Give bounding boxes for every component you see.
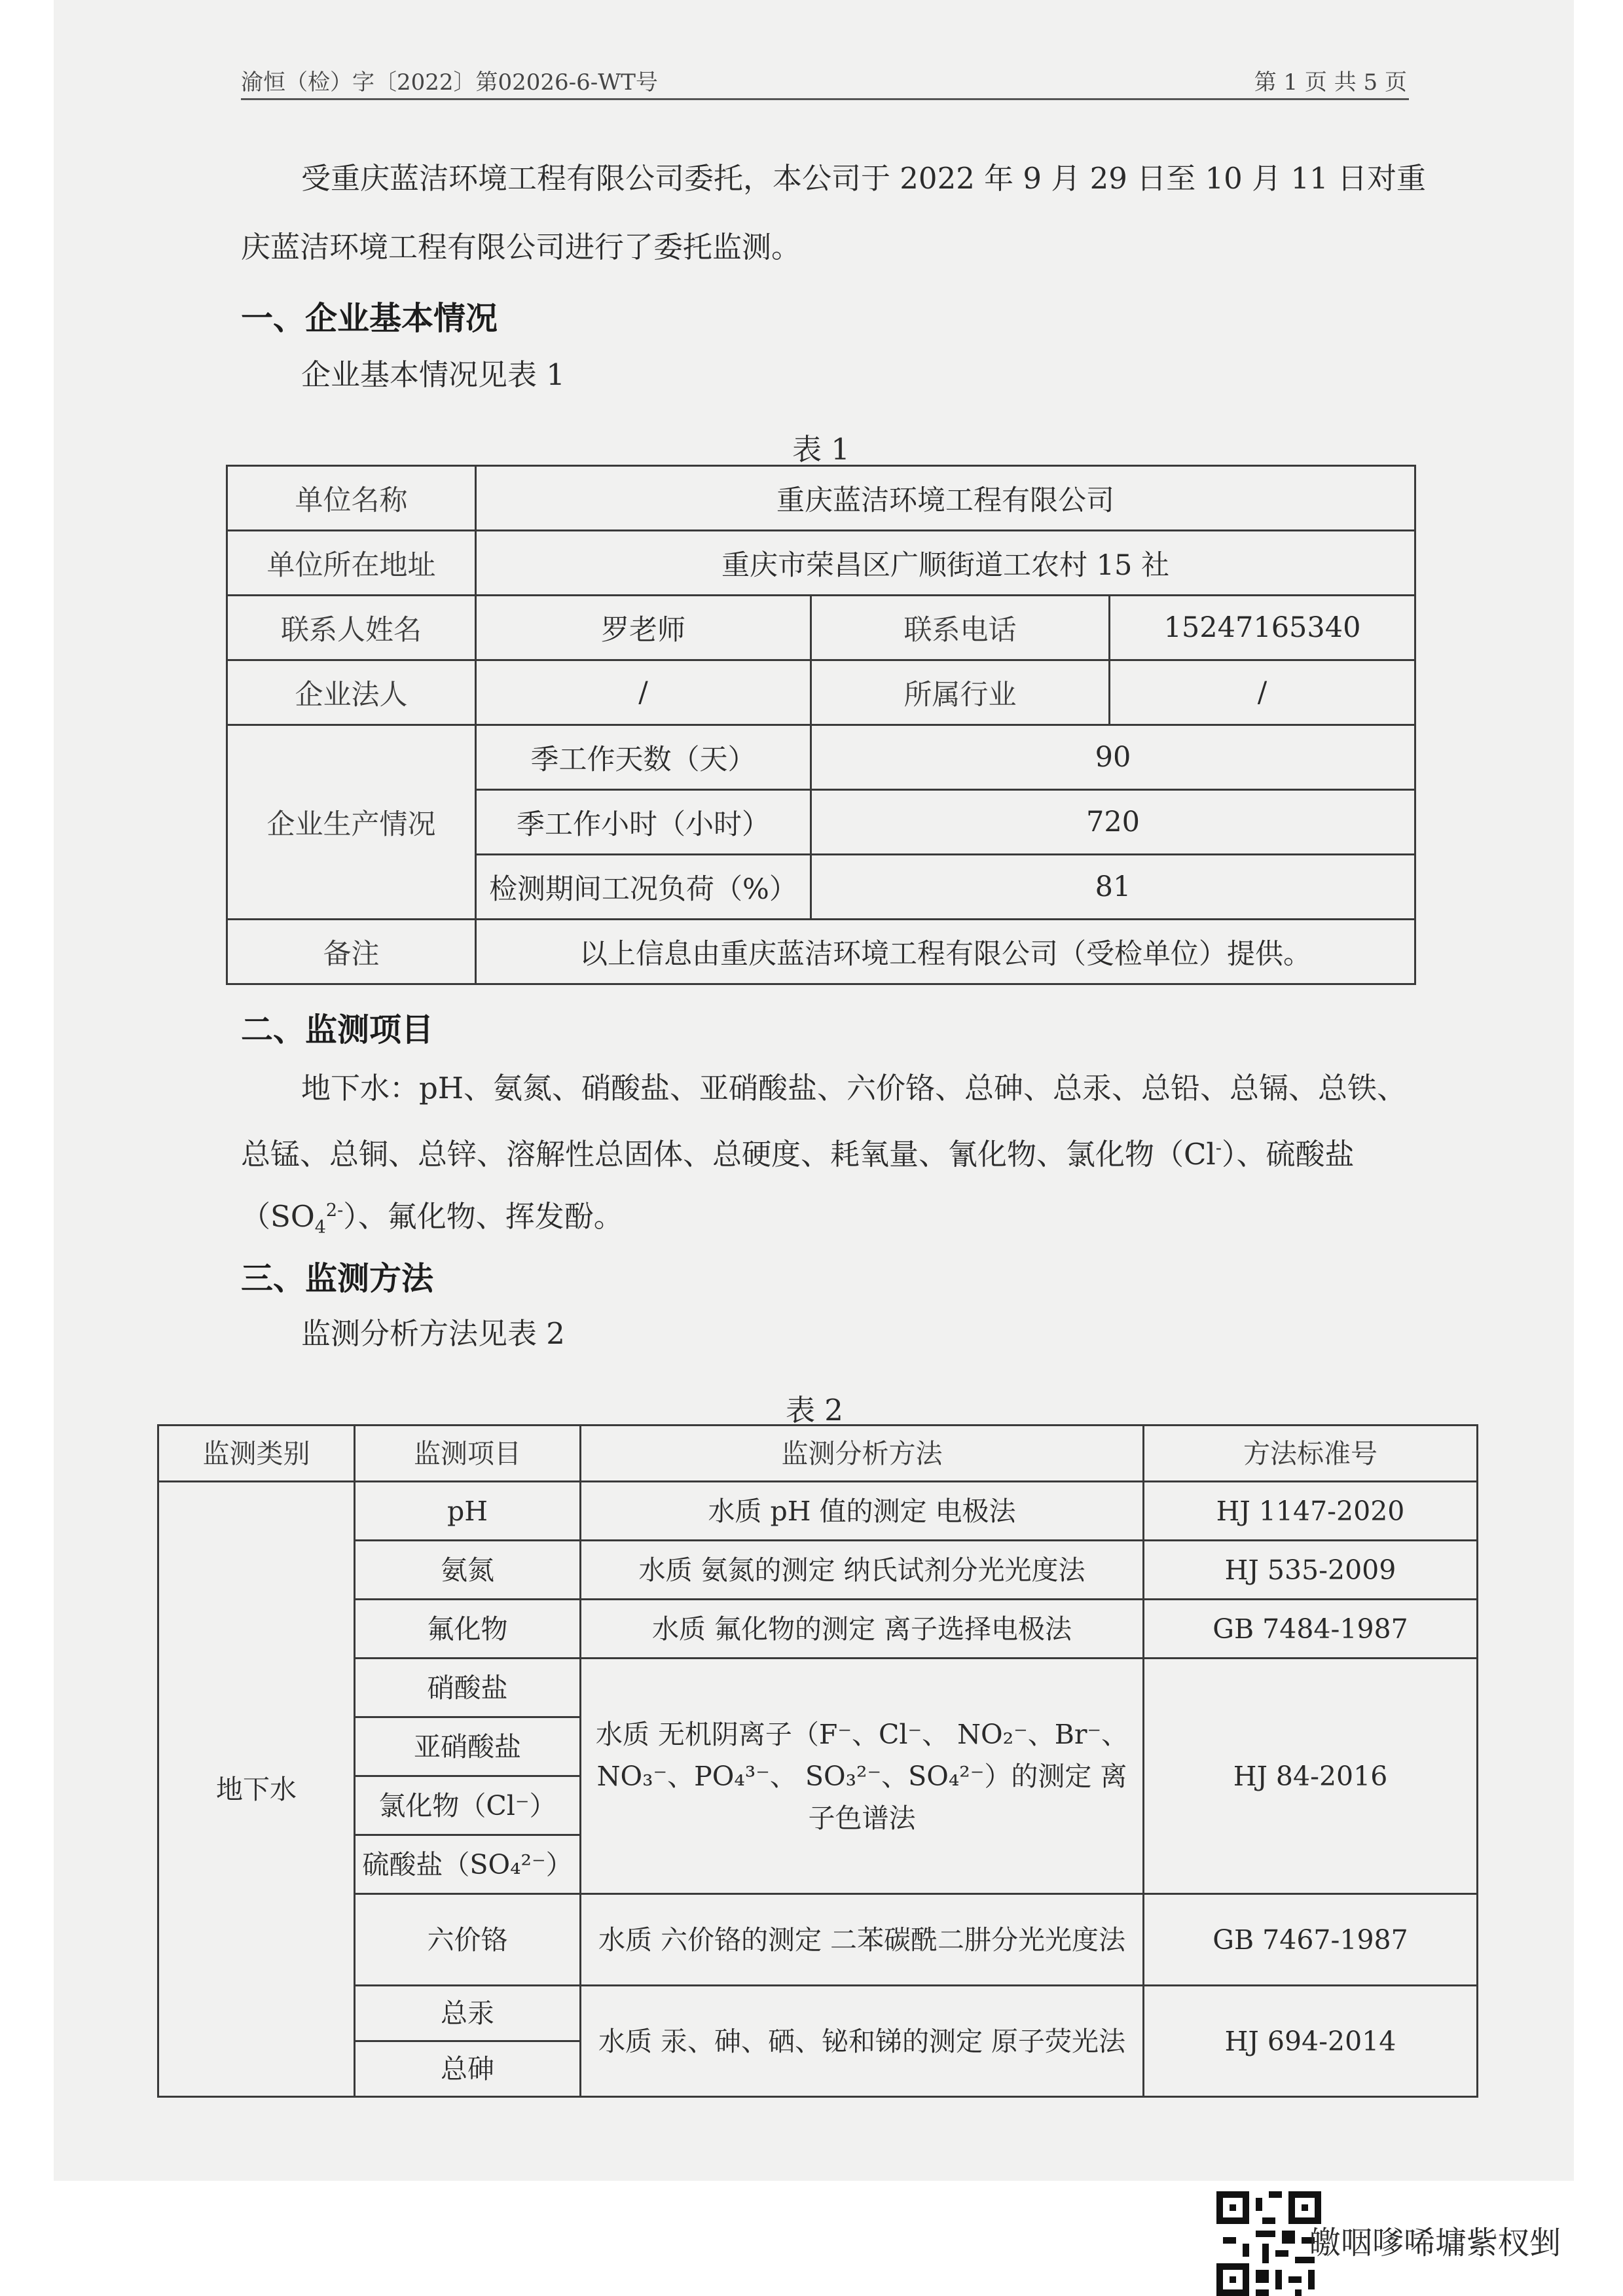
load-value: 81: [811, 855, 1415, 920]
document-number: 渝恒（检）字〔2022〕第02026-6-WT号: [241, 69, 658, 96]
table-1-caption: 表 1: [792, 432, 850, 467]
page-info: 第 1 页 共 5 页: [1254, 69, 1407, 96]
contact-label: 联系人姓名: [227, 596, 476, 660]
method-cell: 水质 汞、砷、硒、铋和锑的测定 原子荧光法: [581, 1986, 1144, 2097]
legal-person-label: 企业法人: [227, 660, 476, 725]
item-cell: 总砷: [355, 2041, 581, 2097]
table-2-caption: 表 2: [786, 1393, 843, 1427]
work-days-label: 季工作天数（天）: [476, 725, 811, 790]
item-cell: pH: [355, 1482, 581, 1541]
work-days-value: 90: [811, 725, 1415, 790]
standard-cell: HJ 84-2016: [1144, 1659, 1478, 1894]
standard-cell: HJ 694-2014: [1144, 1986, 1478, 2097]
table-1: [226, 465, 1416, 985]
phone-value: 15247165340: [1110, 596, 1415, 660]
contact-value: 罗老师: [476, 596, 811, 660]
address-label: 单位所在地址: [227, 531, 476, 596]
method-cell: 水质 pH 值的测定 电极法: [581, 1482, 1144, 1541]
table-2: [157, 1424, 1478, 2098]
industry-label: 所属行业: [811, 660, 1110, 725]
load-label: 检测期间工况负荷（%）: [476, 855, 811, 920]
standard-cell: HJ 1147-2020: [1144, 1482, 1478, 1541]
item-cell: 总汞: [355, 1986, 581, 2041]
work-hours-label: 季工作小时（小时）: [476, 790, 811, 855]
phone-label: 联系电话: [811, 596, 1110, 660]
address-value: 重庆市荣昌区广顺街道工农村 15 社: [476, 531, 1415, 596]
method-cell: 水质 氨氮的测定 纳氏试剂分光光度法: [581, 1541, 1144, 1600]
standard-cell: HJ 535-2009: [1144, 1541, 1478, 1600]
header-category: 监测类别: [158, 1426, 355, 1482]
item-cell: 氨氮: [355, 1541, 581, 1600]
unit-name-label: 单位名称: [227, 466, 476, 531]
qr-code-icon: [1216, 2191, 1321, 2296]
method-cell: 水质 六价铬的测定 二苯碳酰二肼分光光度法: [581, 1894, 1144, 1986]
section-1-text: 企业基本情况见表 1: [301, 357, 565, 392]
header-rule: [241, 98, 1409, 100]
section-3-title: 三、监测方法: [241, 1259, 434, 1297]
standard-cell: GB 7484-1987: [1144, 1600, 1478, 1659]
header-item: 监测项目: [355, 1426, 581, 1482]
unit-name-value: 重庆蓝洁环境工程有限公司: [476, 466, 1415, 531]
header-method: 监测分析方法: [581, 1426, 1144, 1482]
item-cell: 硫酸盐（SO₄²⁻）: [355, 1835, 581, 1894]
section-3-text: 监测分析方法见表 2: [301, 1316, 565, 1351]
intro-line-2: 庆蓝洁环境工程有限公司进行了委托监测。: [241, 230, 801, 264]
method-cell: 水质 无机阴离子（F⁻、Cl⁻、 NO₂⁻、Br⁻、NO₃⁻、PO₄³⁻、 SO₃²⁻、SO₄²⁻）的测定 离子色谱法: [581, 1659, 1144, 1894]
section-1-title: 一、企业基本情况: [241, 299, 498, 337]
standard-cell: GB 7467-1987: [1144, 1894, 1478, 1986]
legal-person-value: /: [476, 660, 811, 725]
item-cell: 氯化物（Cl⁻）: [355, 1776, 581, 1835]
intro-line-1: 受重庆蓝洁环境工程有限公司委托，本公司于 2022 年 9 月 29 日至 10 月 11 日对重: [301, 161, 1426, 196]
item-cell: 氟化物: [355, 1600, 581, 1659]
method-cell: 水质 氟化物的测定 离子选择电极法: [581, 1600, 1144, 1659]
note-value: 以上信息由重庆蓝洁环境工程有限公司（受检单位）提供。: [476, 920, 1415, 984]
header-standard: 方法标准号: [1144, 1426, 1478, 1482]
industry-value: /: [1110, 660, 1415, 725]
item-cell: 硝酸盐: [355, 1659, 581, 1717]
footer-text: 皦咽嗲唏墉紫杈剉: [1309, 2225, 1561, 2261]
section-2-line-1: 地下水：pH、氨氮、硝酸盐、亚硝酸盐、六价铬、总砷、总汞、总铅、总镉、总铁、: [301, 1071, 1407, 1105]
work-hours-value: 720: [811, 790, 1415, 855]
section-2-line-2: 总锰、总铜、总锌、溶解性总固体、总硬度、耗氧量、氰化物、氯化物（Cl-）、硫酸盐: [241, 1137, 1355, 1172]
category-cell: 地下水: [158, 1482, 355, 2097]
item-cell: 亚硝酸盐: [355, 1717, 581, 1776]
section-2-title: 二、监测项目: [241, 1011, 434, 1049]
section-2-line-3: $(SO_4^{2-})$、氟化物、挥发酚。: [241, 1199, 623, 1238]
note-label: 备注: [227, 920, 476, 984]
item-cell: 六价铬: [355, 1894, 581, 1986]
production-label: 企业生产情况: [227, 725, 476, 920]
